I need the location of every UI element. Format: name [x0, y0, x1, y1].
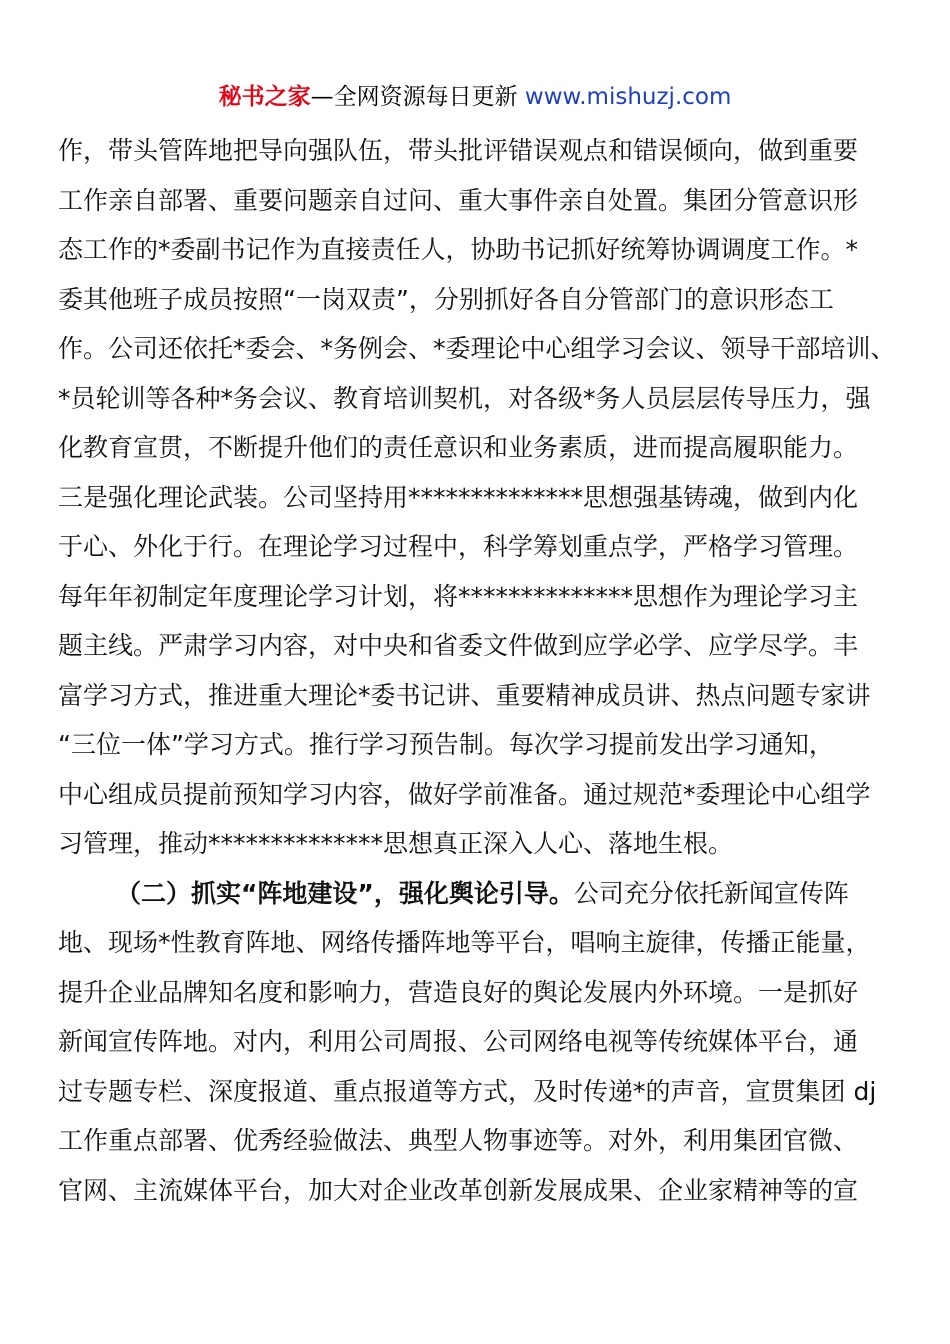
paragraph-line: 过专题专栏、深度报道、重点报道等方式，及时传递*的声音，宣贯集团 dj — [58, 1076, 877, 1106]
header-brand: 秘书之家 — [218, 84, 311, 110]
paragraph-line: *员轮训等各种*务会议、教育培训契机，对各级*务人员层层传导压力，强 — [58, 383, 871, 413]
paragraph-line: 化教育宣贯，不断提升他们的责任意识和业务素质，进而提高履职能力。 — [58, 433, 859, 462]
paragraph-line: 富学习方式，推进重大理论*委书记讲、重要精神成员讲、热点问题专家讲 — [58, 680, 871, 710]
section-heading: （二）抓实“阵地建设”，强化舆论引导。 — [116, 878, 574, 908]
section-heading-line — [58, 869, 898, 919]
paragraph-line: 于心、外化于行。在理论学习过程中，科学筹划重点学，严格学习管理。 — [58, 532, 859, 561]
header-tagline: —全网资源每日更新 — [310, 84, 518, 110]
paragraph-line: 作。公司还依托*委会、*务例会、*委理论中心组学习会议、领导干部培训、 — [58, 334, 896, 363]
paragraph-line: 习管理，推动**************思想真正深入人心、落地生根。 — [58, 829, 734, 858]
paragraph-line: 中心组成员提前预知学习内容，做好学前准备。通过规范*委理论中心组学 — [58, 779, 871, 809]
paragraph-line: “三位一体”学习方式。推行学习预告制。每次学习提前发出学习通知， — [58, 730, 834, 759]
paragraph-line: 提升企业品牌知名度和影响力，营造良好的舆论发展内外环境。一是抓好 — [58, 977, 859, 1007]
paragraph-line: 地、现场*性教育阵地、网络传播阵地等平台，唱响主旋律，传播正能量， — [58, 928, 871, 957]
paragraph-line: 新闻宣传阵地。对内，利用公司周报、公司网络电视等传统媒体平台，通 — [58, 1027, 859, 1056]
paragraph-line: 作，带头管阵地把导向强队伍，带头批评错误观点和错误倾向，做到重要 — [58, 136, 859, 165]
paragraph-line: 每年年初制定年度理论学习计划，将**************思想作为理论学习主 — [58, 581, 859, 611]
paragraph-line: 态工作的*委副书记作为直接责任人，协助书记抓好统筹协调调度工作。* — [58, 235, 859, 264]
paragraph-line: 三是强化理论武装。公司坚持用**************思想强基铸魂，做到内化 — [58, 482, 859, 512]
paragraph-line: 委其他班子成员按照“一岗双责”，分别抓好各自分管部门的意识形态工 — [58, 284, 834, 314]
header-url-link[interactable]: www.mishuzj.com — [524, 84, 732, 110]
section-first-line-text: 公司充分依托新闻宣传阵 — [573, 878, 849, 908]
paragraph-line: 题主线。严肃学习内容，对中央和省委文件做到应学必学、应学尽学。丰 — [58, 631, 859, 660]
page-header — [0, 82, 950, 112]
paragraph-line: 工作亲自部署、重要问题亲自过问、重大事件亲自处置。集团分管意识形 — [58, 185, 859, 215]
document-body — [58, 126, 898, 1215]
paragraph-line: 官网、主流媒体平台，加大对企业改革创新发展成果、企业家精神等的宣 — [58, 1175, 859, 1205]
paragraph-line: 工作重点部署、优秀经验做法、典型人物事迹等。对外，利用集团官微、 — [58, 1126, 859, 1155]
